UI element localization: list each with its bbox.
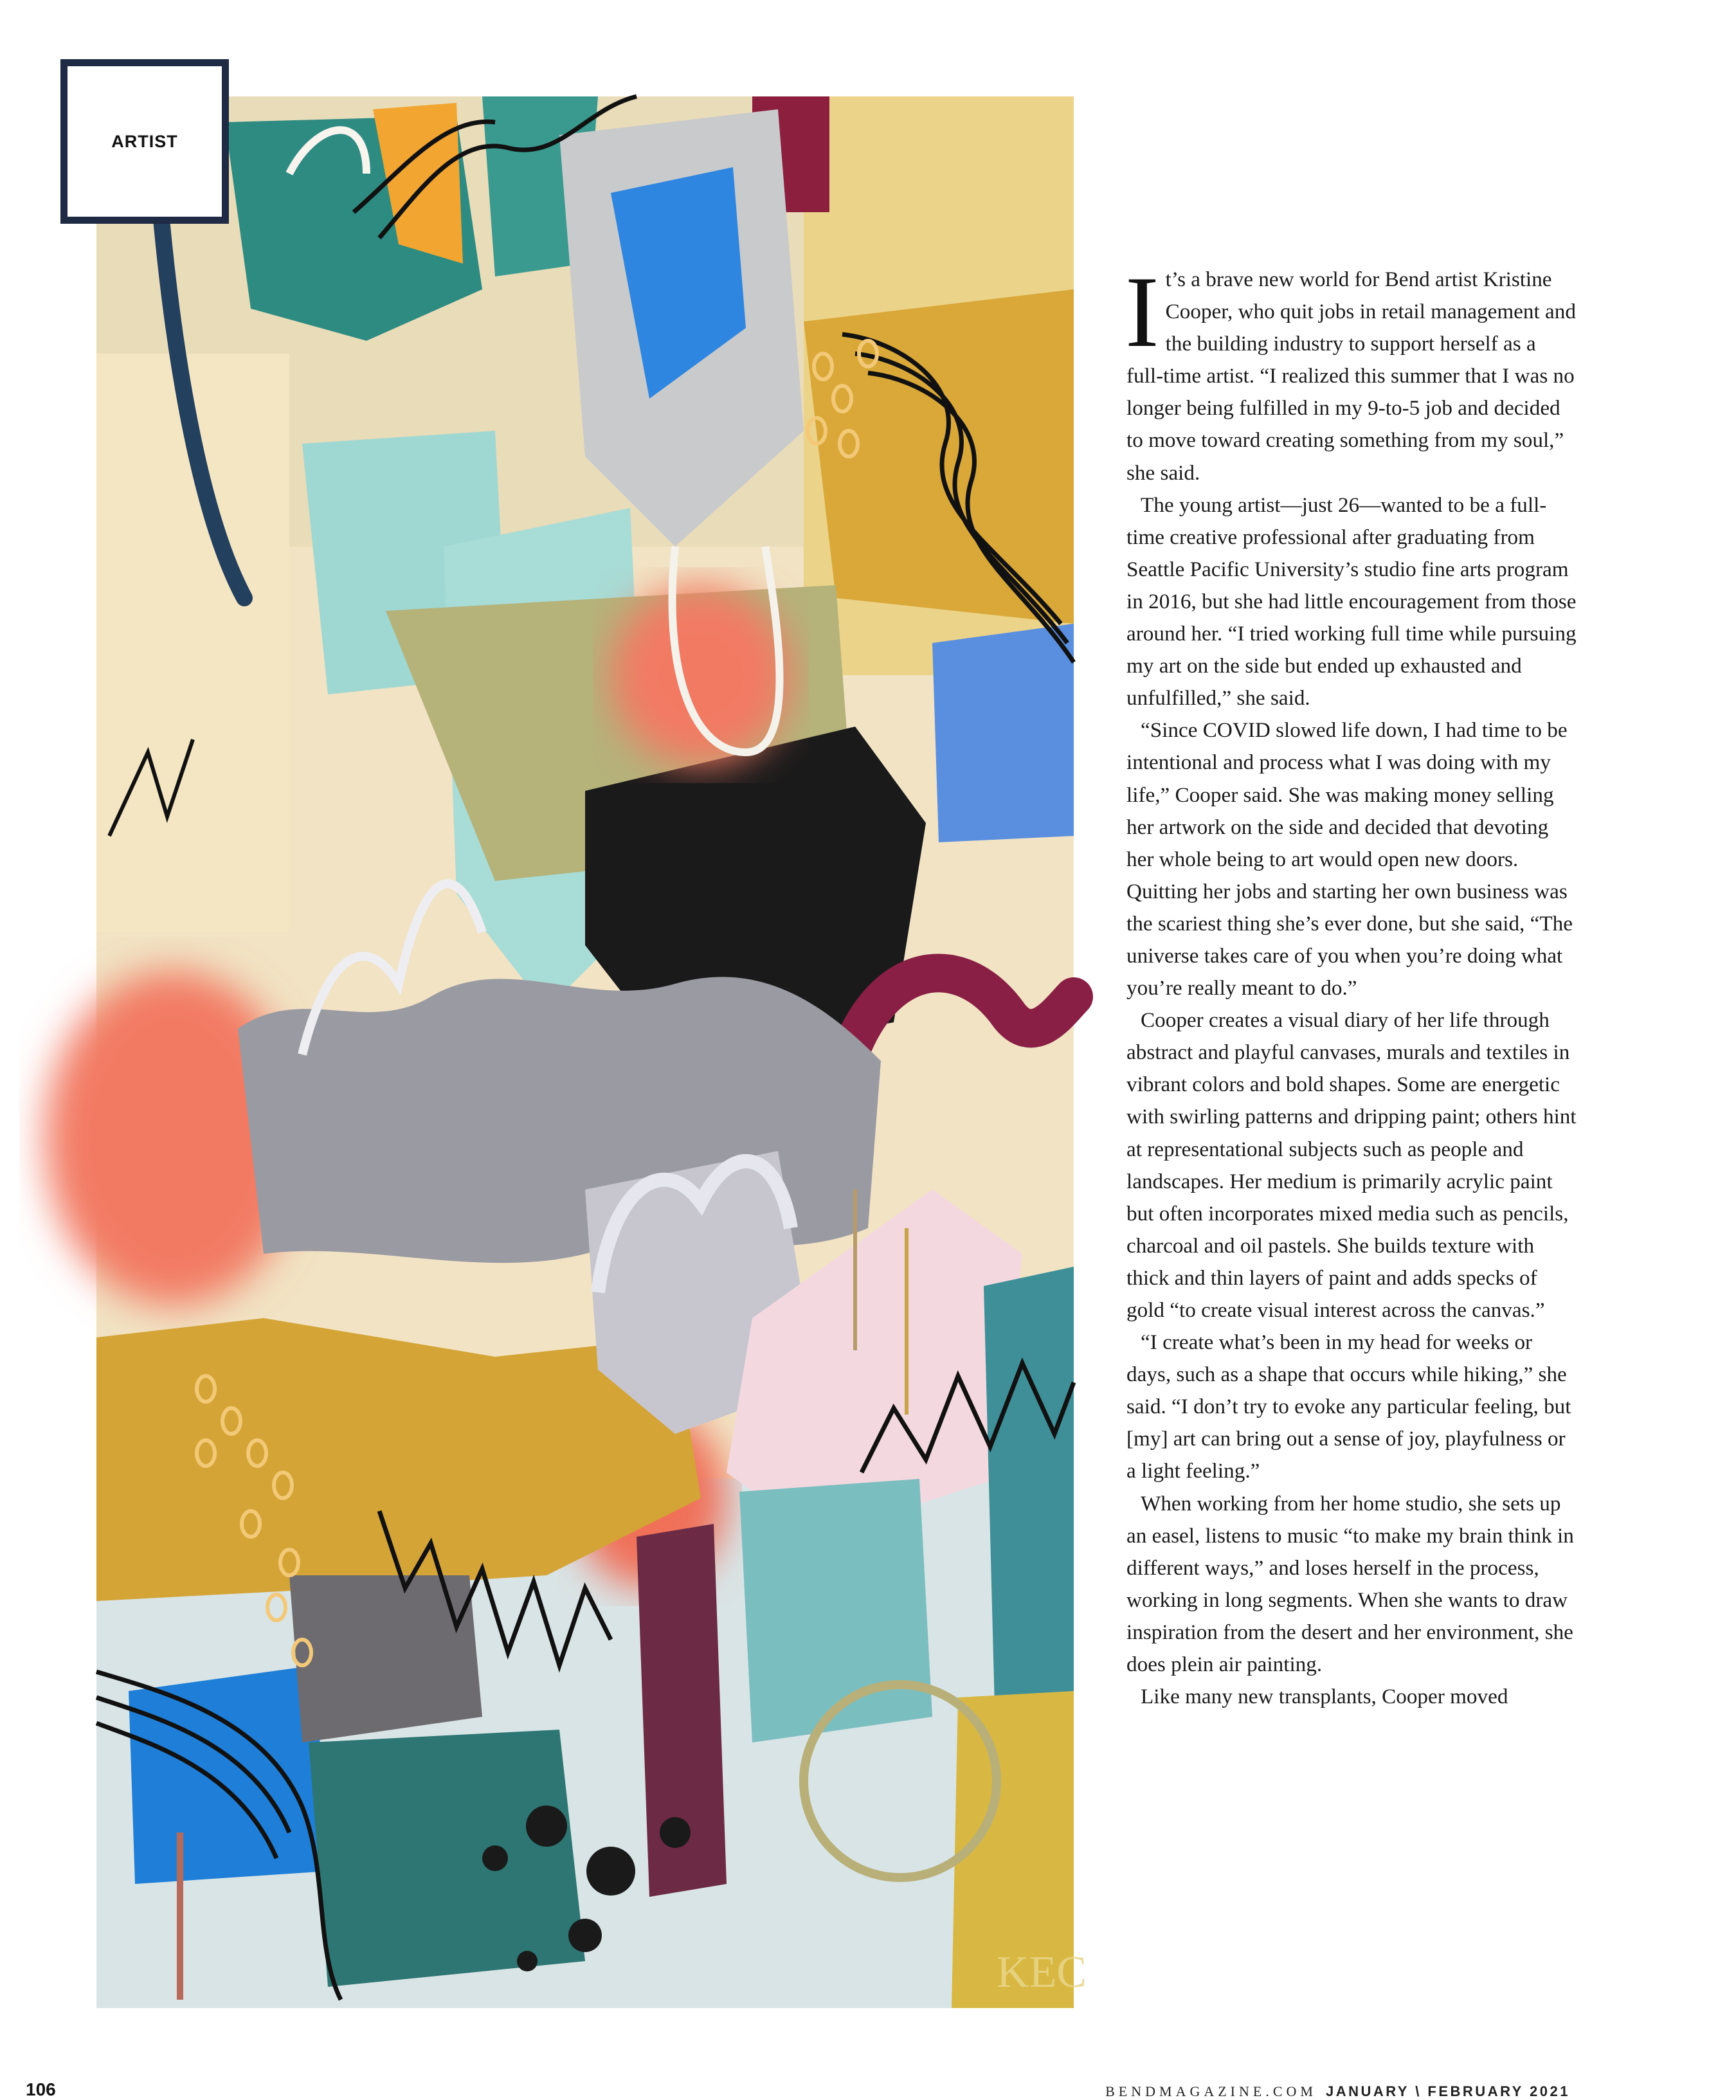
painting-signature: KEC xyxy=(997,1948,1087,1997)
article-body xyxy=(1125,256,1577,1713)
article-paragraph-7: Like many new transplants, Cooper moved xyxy=(1141,1685,1508,1709)
abstract-painting xyxy=(96,96,1087,2008)
article-paragraph-1 xyxy=(1125,256,1577,489)
drop-cap: I xyxy=(1125,256,1159,368)
article-paragraph-1-text: t’s a brave new world for Bend artist Kristine Cooper, who quit jobs in retail management and the building industry to support herself as a full-time artist. “I realized this summer that I was no longer being fulfilled in my 9-to-5 job and decided to move toward creating something from my soul,” she said. xyxy=(1126,267,1576,485)
section-badge xyxy=(60,59,229,224)
section-label: ARTIST xyxy=(111,131,178,151)
painting-artwork xyxy=(96,96,1087,2008)
article-paragraph-6: When working from her home studio, she sets up an easel, listens to music “to make my brain think in different ways,” and loses herself in the process, working in long segments. When she wants to draw inspiration from the desert and her environment, she does plein air painting. xyxy=(1126,1491,1574,1677)
footer-issue: JANUARY \ FEBRUARY 2021 xyxy=(1325,2083,1570,2099)
section-badge-frame xyxy=(64,63,225,220)
article-paragraph-3: “Since COVID slowed life down, I had time to be intentional and process what I was doing with my life,” Cooper said. She was making money selling her artwork on the side and decided that devoting her whole being to art would open new doors. Quitting her jobs and starting her own business was the scariest thing she’s ever done, but she said, “The universe takes care of you when you’re doing what you’re really meant to do.” xyxy=(1126,718,1573,1000)
article-paragraph-2: The young artist—just 26—wanted to be a full-time creative professional after graduating from Seattle Pacific University’s studio fine arts program in 2016, but she had little encouragement from those around her. “I tried working full time while pursuing my art on the side but ended up exhausted and unfulfilled,” she said. xyxy=(1126,493,1577,711)
page-number: 106 xyxy=(26,2079,56,2099)
article-paragraph-5: “I create what’s been in my head for weeks or days, such as a shape that occurs while hiking,” she said. “I don’t try to evoke any particular feeling, but [my] art can bring out a sense of joy, playfulness or a light feeling.” xyxy=(1126,1330,1571,1483)
footer-site: BENDMAGAZINE.COM xyxy=(1105,2083,1317,2099)
article-paragraph-4: Cooper creates a visual diary of her life through abstract and playful canvases, murals and textiles in vibrant colors and bold shapes. Some are energetic with swirling patterns and dripping paint; others hint at representational subjects such as people and landscapes. Her medium is primarily acrylic paint but often incorporates mixed media such as pencils, charcoal and oil pastels. She builds texture with thick and thin layers of paint and adds specks of gold “to create visual interest across the canvas.” xyxy=(1126,1008,1577,1322)
page-footer xyxy=(1105,2083,1570,2100)
